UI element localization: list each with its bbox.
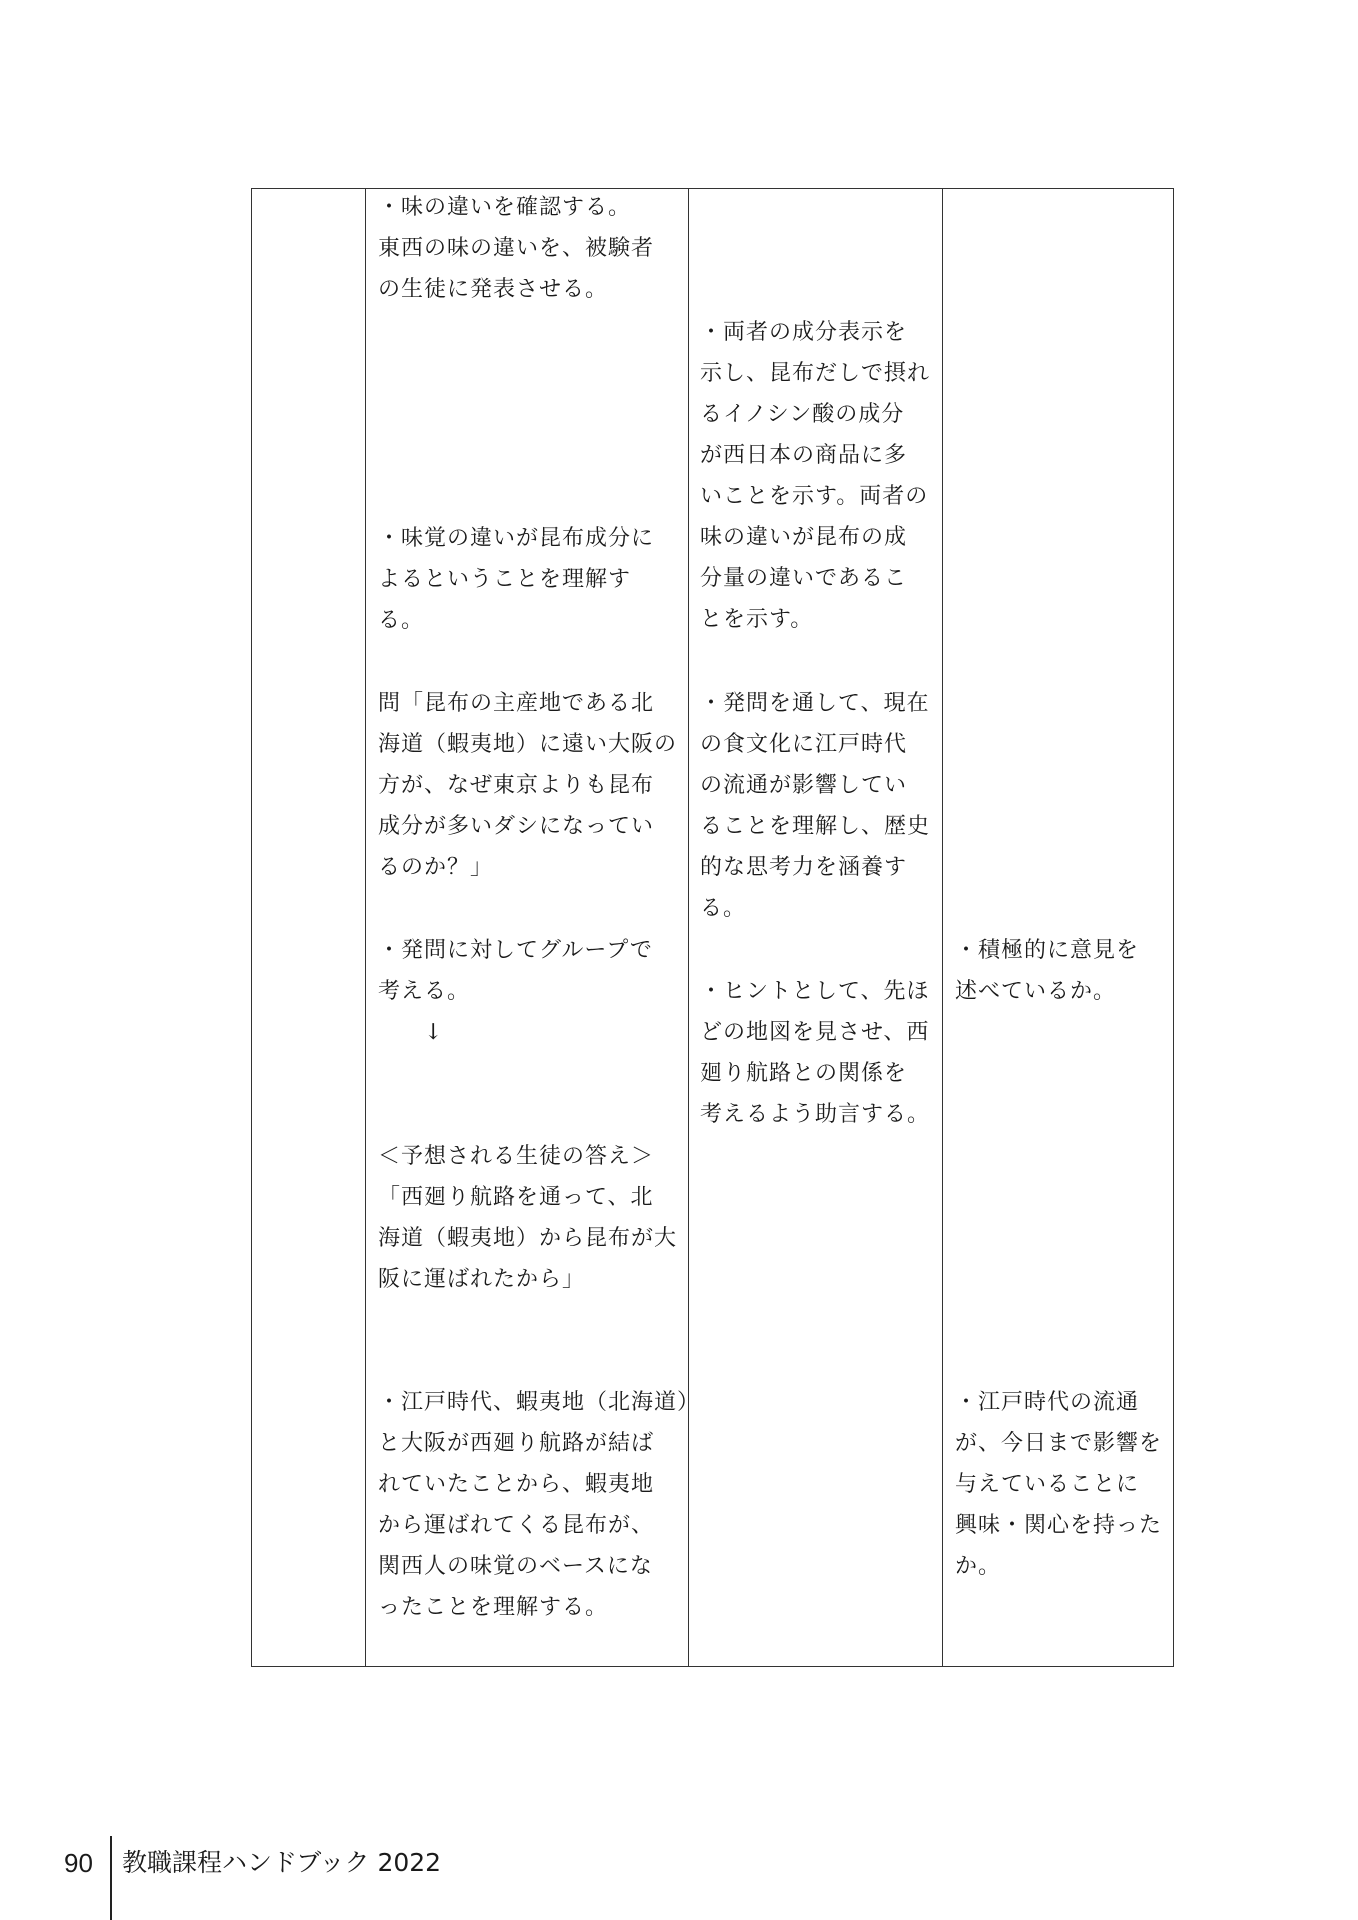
note-historical-thinking: ・発問を通して、現在 の食文化に江戸時代 の流通が影響してい ることを理解し、歴史 的な思考力を涵養す る。 [700, 691, 931, 921]
activity-taste-check: ・味の違いを確認する。 東西の味の違いを、被験者 の生徒に発表させる。 [378, 195, 655, 302]
column-divider-1 [365, 189, 366, 1666]
activity-question: 問「昆布の主産地である北 海道（蝦夷地）に遠い大阪の 方が、なぜ東京よりも昆布 成分が多いダシになってい るのか？」 [378, 691, 678, 880]
activity-expected-answer: ＜予想される生徒の答え＞ 「西廻り航路を通って、北 海道（蝦夷地）から昆布が大 阪に運ばれたから」 [378, 1144, 678, 1292]
note-ingredient-labels: ・両者の成分表示を 示し、昆布だしで摂れ るイノシン酸の成分 が西日本の商品に多 いことを示す。両者の 味の違いが昆布の成 分量の違いであるこ とを示す。 [700, 320, 931, 632]
footer-divider [110, 1836, 112, 1920]
note-hint-map: ・ヒントとして、先ほ どの地図を見させ、西 廻り航路との関係を 考えるよう助言する。 [700, 979, 931, 1127]
activity-understand-kelp: ・味覚の違いが昆布成分に よるということを理解す る。 [378, 526, 655, 633]
evaluation-opinion: ・積極的に意見を 述べているか。 [955, 938, 1140, 1004]
column-divider-3 [942, 189, 943, 1666]
activity-group-discussion: ・発問に対してグループで 考える。 ↓ [378, 938, 653, 1045]
activity-conclusion: ・江戸時代、蝦夷地（北海道） と大阪が西廻り航路が結ば れていたことから、蝦夷地 から運ばれてくる昆布が、 関西人の味覚のベースにな ったことを理解する。 [378, 1390, 701, 1620]
handbook-title: 教職課程ハンドブック 2022 [122, 1848, 442, 1877]
page-number: 90 [64, 1848, 93, 1878]
evaluation-interest: ・江戸時代の流通 が、今日まで影響を 与えていることに 興味・関心を持った か。 [955, 1390, 1163, 1579]
